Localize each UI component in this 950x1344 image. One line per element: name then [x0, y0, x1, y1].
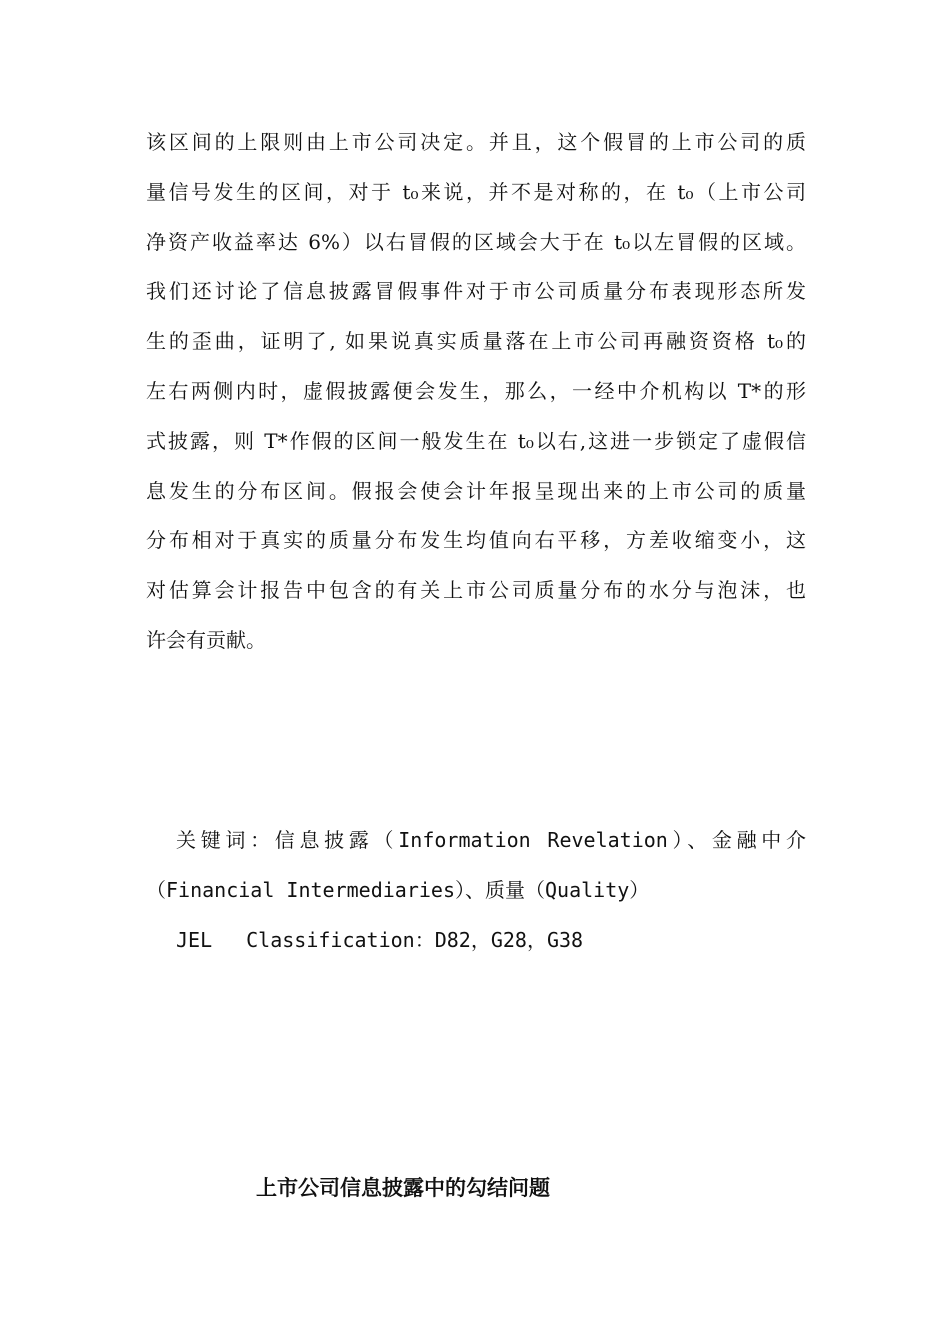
paragraph-line: 我们还讨论了信息披露冒假事件对于市公司质量分布表现形态所发 — [146, 279, 806, 304]
paragraph-line: 对估算会计报告中包含的有关上市公司质量分布的水分与泡沫，也 — [146, 578, 806, 603]
jel-value: Classification：D82，G28，G38 — [246, 928, 584, 952]
paragraph-line: 净资产收益率达 6%）以右冒假的区域会大于在 t₀以左冒假的区域。 — [146, 229, 806, 254]
paragraph-line: 分布相对于真实的质量分布发生均值向右平移，方差收缩变小，这 — [146, 528, 806, 553]
keywords-block — [146, 820, 806, 970]
abstract-paragraph — [146, 122, 806, 670]
paragraph-line: 许会有贡献。 — [146, 627, 266, 652]
keywords-line-continued: （Financial Intermediaries）、质量（Quality） — [146, 878, 650, 902]
paragraph-line: 息发生的分布区间。假报会使会计年报呈现出来的上市公司的质量 — [146, 478, 806, 503]
jel-label: JEL — [176, 928, 213, 952]
keywords-line: 关键词：信息披露（Information Revelation）、金融中介 — [176, 828, 806, 852]
jel-classification — [146, 920, 806, 970]
paragraph-line: 生的歪曲，证明了, 如果说真实质量落在上市公司再融资资格 t₀的 — [146, 329, 806, 354]
paragraph-line: 该区间的上限则由上市公司决定。并且，这个假冒的上市公司的质 — [146, 130, 806, 154]
section-heading: 上市公司信息披露中的勾结问题 — [256, 1176, 550, 1200]
paragraph-line: 式披露，则 T*作假的区间一般发生在 t₀以右,这进一步锁定了虚假信 — [146, 428, 806, 453]
paragraph-line: 量信号发生的区间，对于 t₀来说，并不是对称的，在 t₀（上市公司 — [146, 179, 806, 204]
paragraph-line: 左右两侧内时，虚假披露便会发生，那么，一经中介机构以 T*的形 — [146, 378, 806, 403]
